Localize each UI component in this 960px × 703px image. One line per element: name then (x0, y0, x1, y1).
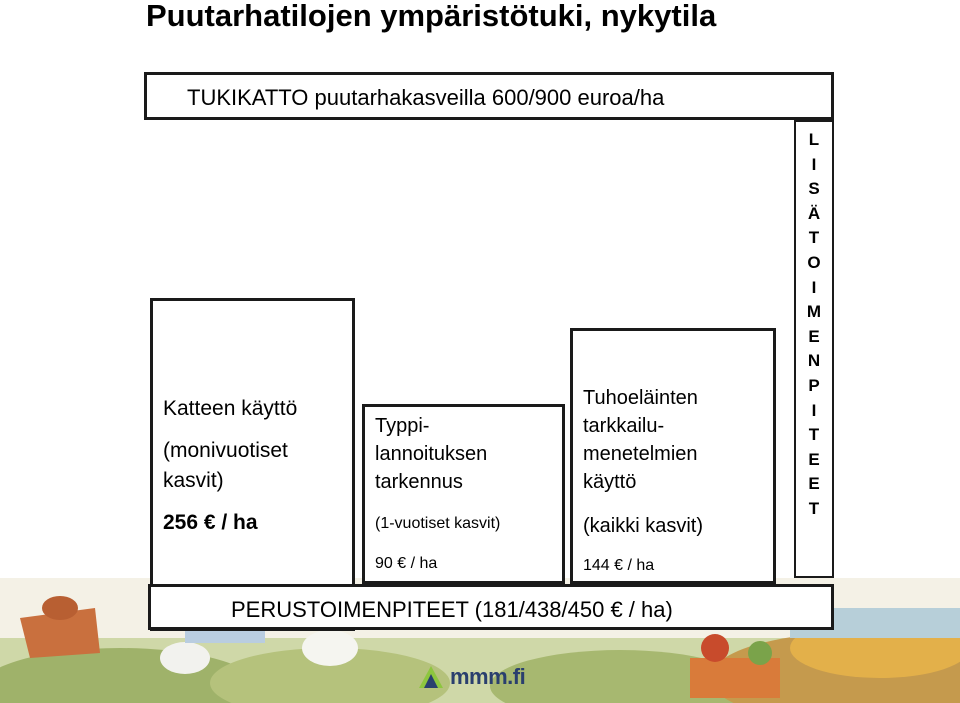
measure-name-line1: Typpi- (375, 415, 430, 437)
letter: L (808, 130, 820, 149)
letter: I (811, 154, 817, 174)
letter: E (808, 449, 820, 469)
logo-mark-icon (418, 665, 444, 689)
measure-scope: (1-vuotiset kasvit) (375, 515, 501, 532)
measure-name-line2: lannoituksen (375, 443, 488, 465)
measure-column-mulch (150, 298, 355, 631)
measure-name-line1: Tuhoeläinten (583, 387, 698, 409)
measure-name-line3: tarkennus (375, 471, 463, 493)
letter: Ä (807, 203, 821, 223)
letter: T (808, 425, 820, 445)
letter: E (808, 326, 820, 346)
page-title: Puutarhatilojen ympäristötuki, nykytila (146, 0, 717, 33)
measure-amount: 144 € / ha (583, 557, 655, 574)
measure-name-line2: tarkkailu- (583, 415, 665, 437)
measure-amount: 256 € / ha (163, 511, 258, 534)
letter: T (808, 228, 820, 248)
ministry-logo (418, 664, 525, 690)
letter: P (808, 375, 820, 395)
additional-measures-bar (794, 120, 834, 578)
letter: N (807, 351, 821, 371)
measure-name-line1: Katteen käyttö (163, 397, 298, 420)
measure-scope-line1: (monivuotiset (163, 439, 288, 462)
letter: T (808, 498, 820, 518)
measure-name-line3: menetelmien (583, 443, 698, 465)
logo-text: mmm.fi (450, 664, 526, 689)
letter: M (806, 302, 822, 322)
support-cap-label: TUKIKATTO puutarhakasveilla 600/900 euroa/ha (187, 85, 665, 110)
letter: O (807, 252, 821, 272)
basic-measures-bar (148, 584, 834, 630)
additional-measures-label (796, 128, 832, 522)
measure-scope: (kaikki kasvit) (583, 515, 704, 537)
measure-column-pest-monitoring (570, 328, 776, 584)
measure-column-nitrogen (362, 404, 565, 584)
letter: I (811, 400, 817, 420)
letter: I (811, 277, 817, 297)
support-cap-bar (144, 72, 834, 120)
letter: E (808, 474, 820, 494)
measure-name-line4: käyttö (583, 471, 637, 493)
basic-measures-label: PERUSTOIMENPITEET (181/438/450 € / ha) (231, 597, 673, 622)
letter: S (808, 179, 820, 199)
measure-scope-line2: kasvit) (163, 469, 224, 492)
measure-amount: 90 € / ha (375, 555, 438, 572)
